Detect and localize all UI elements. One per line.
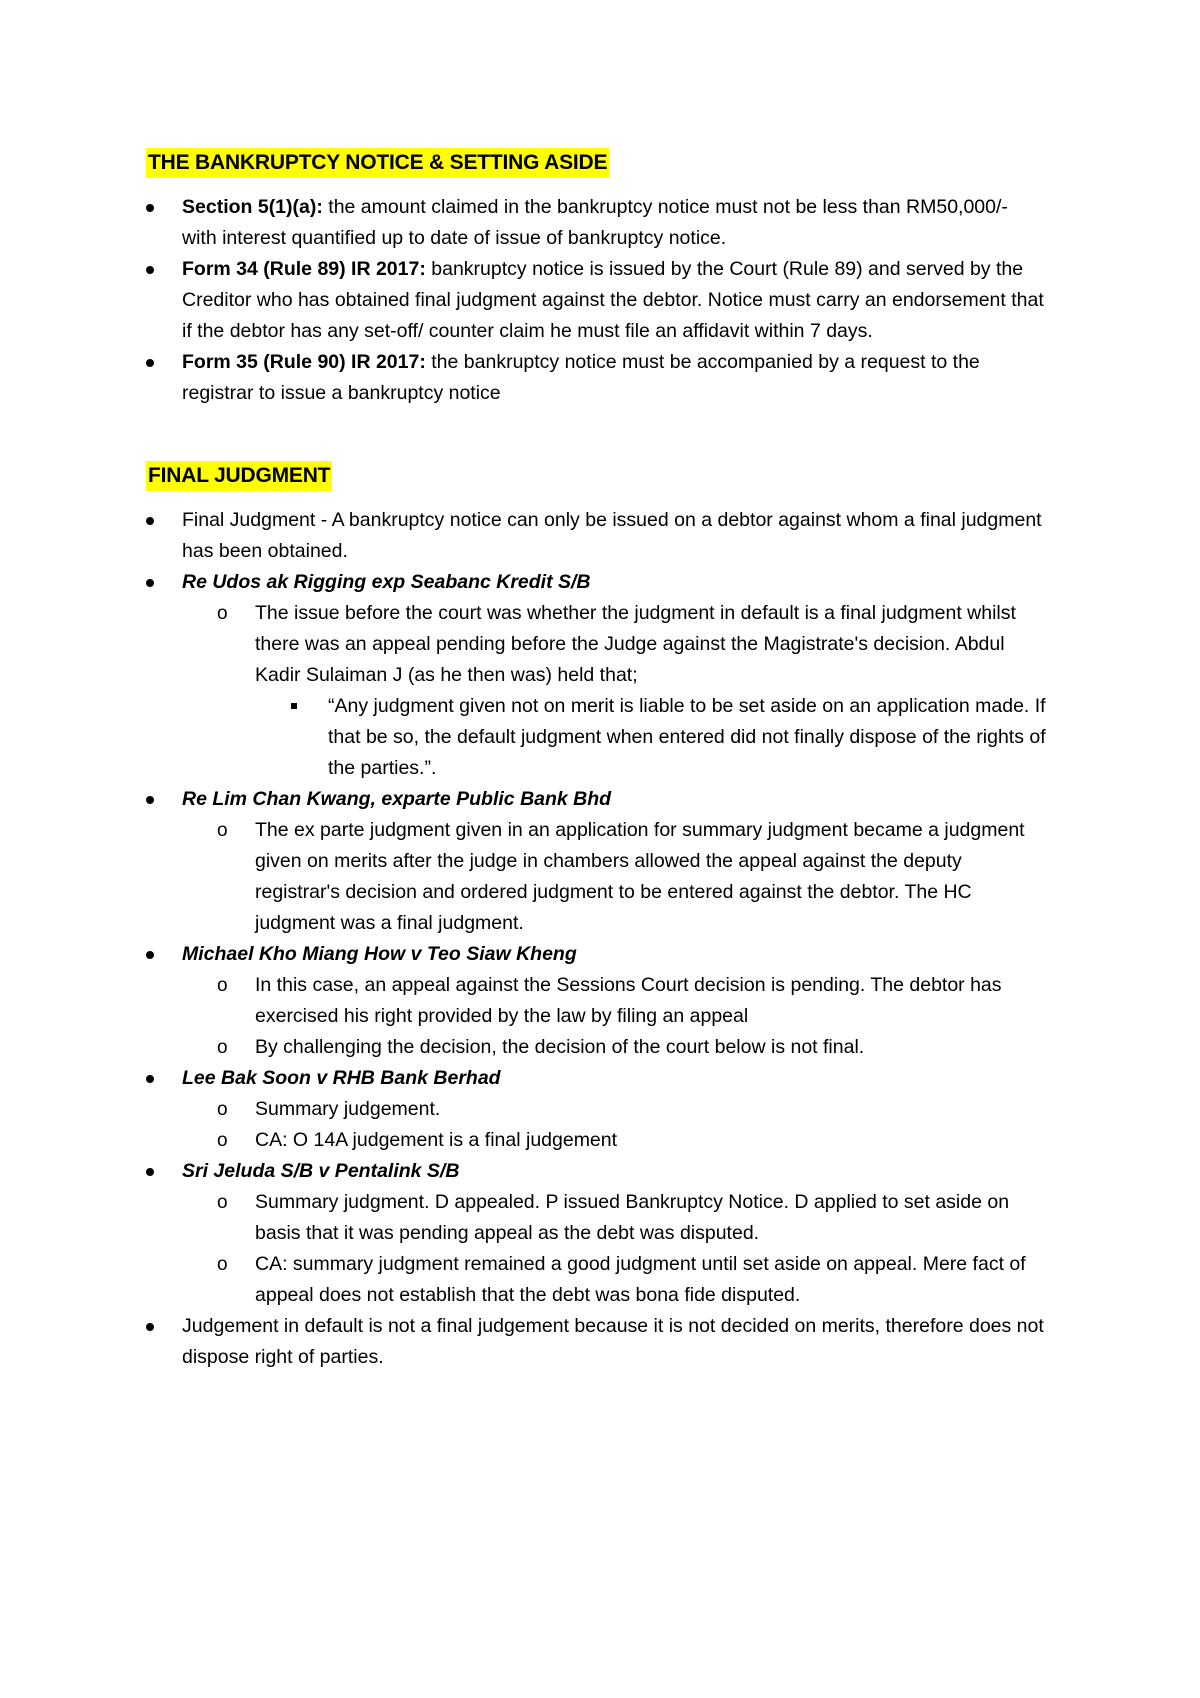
case-item (146, 567, 1046, 784)
circle-bullet-icon: o (217, 603, 228, 624)
bullet-icon (146, 204, 154, 212)
sub-item-text: By challenging the decision, the decision of the court below is not final. (255, 1036, 865, 1058)
item-text: the bankruptcy notice must be accompanied by a request to the registrar to issue a bankruptcy notice (182, 351, 980, 404)
circle-bullet-icon: o (217, 1130, 228, 1151)
sub-item-text: The ex parte judgment given in an application for summary judgment became a judgment given on merits after the judge in chambers allowed the appeal against the deputy registrar's decision and ordered judgment to be entered against the debtor. The HC judgment was a final judgment. (255, 819, 1025, 934)
section-heading: THE BANKRUPTCY NOTICE & SETTING ASIDE (146, 148, 609, 178)
bullet-icon (146, 1323, 154, 1331)
item-label: Section 5(1)(a): (182, 196, 323, 218)
sub-list (182, 598, 1046, 784)
circle-bullet-icon: o (217, 1037, 228, 1058)
item-text: bankruptcy notice is issued by the Court (Rule 89) and served by the Creditor who has obtained final judgment against the debtor. Notice must carry an endorsement that if the debtor has any set-off/ counter claim he must file an affidavit within 7 days. (182, 258, 1044, 342)
bullet-icon (146, 951, 154, 959)
sub-item (182, 1187, 1046, 1249)
sub-item (182, 970, 1046, 1032)
bullet-list (146, 192, 1046, 409)
section-final-judgment (146, 461, 1046, 1373)
bullet-list (146, 505, 1046, 1373)
circle-bullet-icon: o (217, 1254, 228, 1275)
document-page (146, 148, 1046, 1373)
case-item (146, 939, 1046, 1063)
quote-item (255, 691, 1046, 784)
square-bullet-icon (291, 703, 297, 709)
sub-item (182, 1094, 1046, 1125)
case-name: Michael Kho Miang How v Teo Siaw Kheng (182, 943, 577, 965)
case-name: Re Udos ak Rigging exp Seabanc Kredit S/B (182, 571, 591, 593)
circle-bullet-icon: o (217, 820, 228, 841)
case-item (146, 1063, 1046, 1156)
sub-item-text: Summary judgement. (255, 1098, 441, 1120)
sub-item-text: CA: O 14A judgement is a final judgement (255, 1129, 618, 1151)
item-label: Form 35 (Rule 90) IR 2017: (182, 351, 426, 373)
case-item (146, 1156, 1046, 1311)
sub-sub-list (255, 691, 1046, 784)
case-item (146, 784, 1046, 939)
case-name: Sri Jeluda S/B v Pentalink S/B (182, 1160, 460, 1182)
list-item (146, 505, 1046, 567)
bullet-icon (146, 517, 154, 525)
list-item (146, 347, 1046, 409)
circle-bullet-icon: o (217, 1099, 228, 1120)
sub-list (182, 815, 1046, 939)
bullet-icon (146, 796, 154, 804)
list-item (146, 254, 1046, 347)
bullet-icon (146, 1168, 154, 1176)
sub-item (182, 1125, 1046, 1156)
case-name: Lee Bak Soon v RHB Bank Berhad (182, 1067, 501, 1089)
sub-item (182, 1249, 1046, 1311)
bullet-icon (146, 359, 154, 367)
circle-bullet-icon: o (217, 1192, 228, 1213)
sub-list (182, 1094, 1046, 1156)
section-heading: FINAL JUDGMENT (146, 461, 332, 491)
item-text: the amount claimed in the bankruptcy notice must not be less than RM50,000/- with interest quantified up to date of issue of bankruptcy notice. (182, 196, 1008, 249)
item-label: Form 34 (Rule 89) IR 2017: (182, 258, 426, 280)
item-text: Final Judgment - A bankruptcy notice can only be issued on a debtor against whom a final judgment has been obtained. (182, 509, 1042, 562)
sub-item-text: In this case, an appeal against the Sessions Court decision is pending. The debtor has exercised his right provided by the law by filing an appeal (255, 974, 1002, 1027)
list-item (146, 192, 1046, 254)
sub-item (182, 815, 1046, 939)
sub-item-text: CA: summary judgment remained a good judgment until set aside on appeal. Mere fact of appeal does not establish that the debt was bona fide disputed. (255, 1253, 1026, 1306)
circle-bullet-icon: o (217, 975, 228, 996)
sub-list (182, 970, 1046, 1063)
sub-item-text: Summary judgment. D appealed. P issued Bankruptcy Notice. D applied to set aside on basis that it was pending appeal as the debt was disputed. (255, 1191, 1010, 1244)
list-item (146, 1311, 1046, 1373)
sub-item-text: The issue before the court was whether the judgment in default is a final judgment whilst there was an appeal pending before the Judge against the Magistrate's decision. Abdul Kadir Sulaiman J (as he then was) held that; (255, 602, 1016, 686)
sub-list (182, 1187, 1046, 1311)
quote-text: “Any judgment given not on merit is liable to be set aside on an application made. If that be so, the default judgment when entered did not finally dispose of the rights of the parties.”. (328, 695, 1046, 779)
sub-item (182, 1032, 1046, 1063)
sub-item (182, 598, 1046, 784)
item-text: Judgement in default is not a final judgement because it is not decided on merits, therefore does not dispose right of parties. (182, 1315, 1044, 1368)
bullet-icon (146, 579, 154, 587)
case-name: Re Lim Chan Kwang, exparte Public Bank Bhd (182, 788, 612, 810)
bullet-icon (146, 1075, 154, 1083)
section-bankruptcy-notice (146, 148, 1046, 409)
bullet-icon (146, 266, 154, 274)
